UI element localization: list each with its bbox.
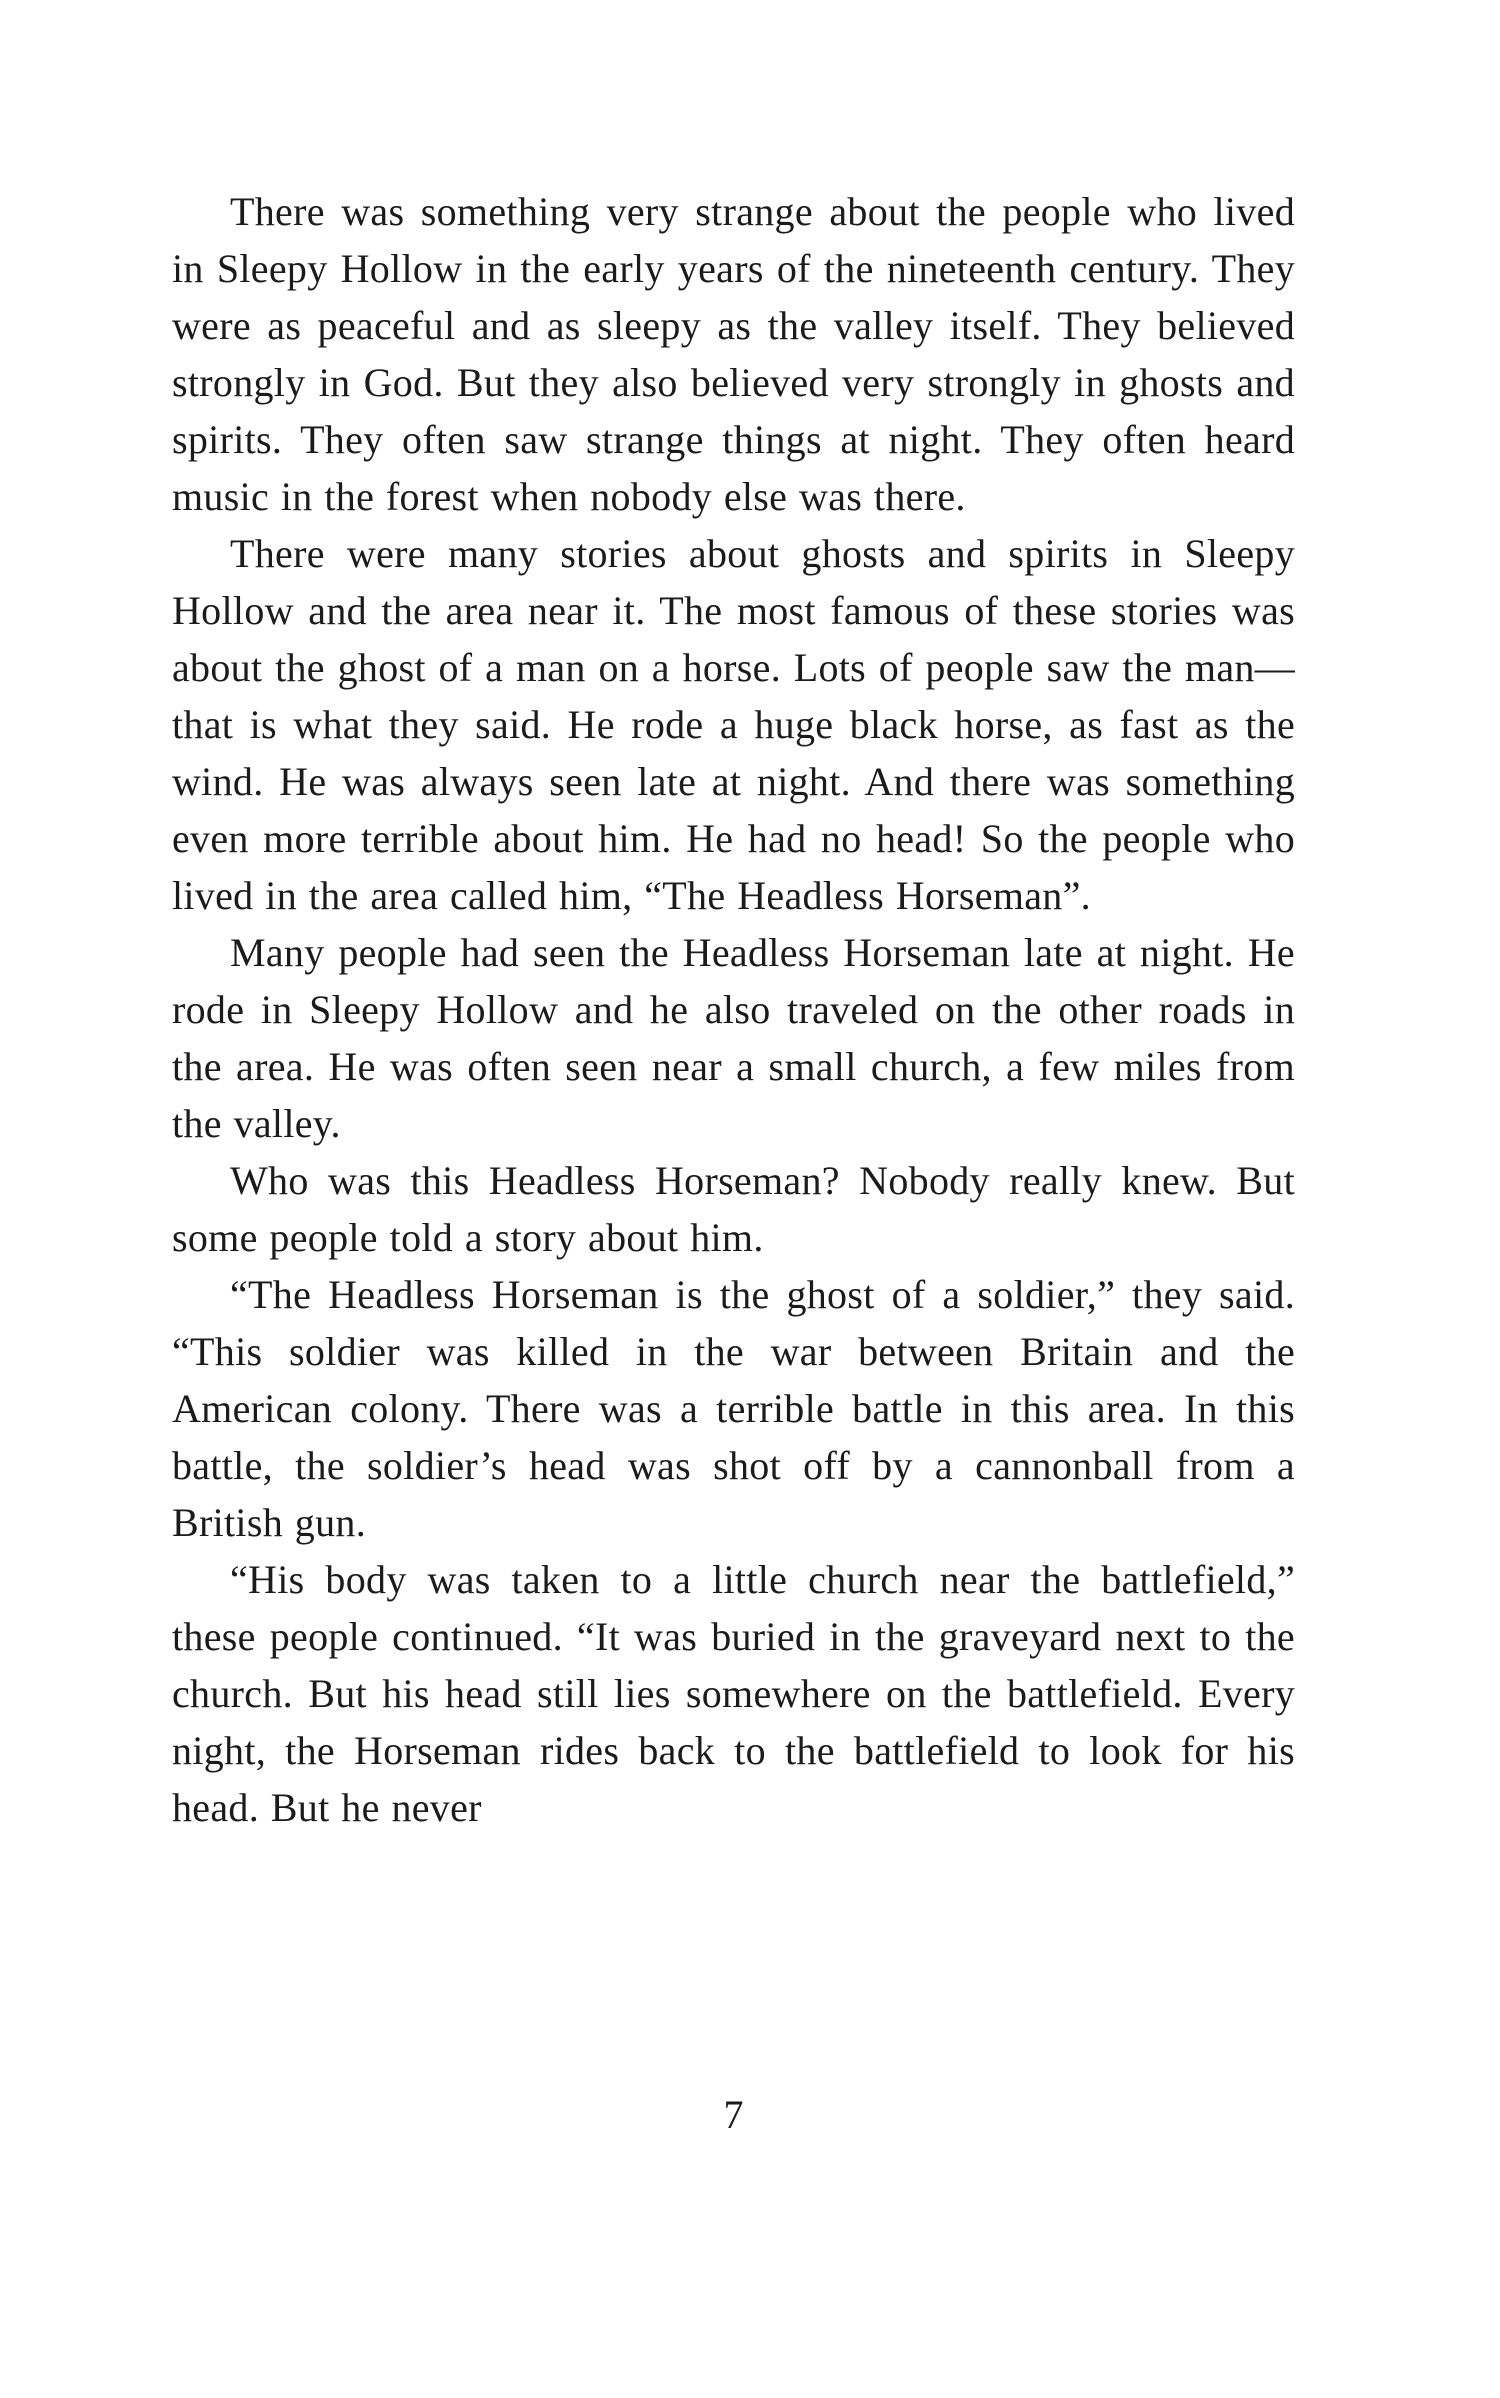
page-text <box>172 183 1295 1836</box>
paragraph-1: There was something very strange about the people who lived in Sleepy Hollow in the early years of the nineteenth century. They were as peaceful and as sleepy as the valley itself. They believed strongly in God. But they also believed very strongly in ghosts and spirits. They often saw strange things at night. They often heard music in the forest when nobody else was there. <box>172 189 1295 519</box>
paragraph-3: Many people had seen the Headless Horseman late at night. He rode in Sleepy Hollow and he also traveled on the other roads in the area. He was often seen near a small church, a few miles from the valley. <box>172 930 1295 1146</box>
paragraph-4: Who was this Headless Horseman? Nobody really knew. But some people told a story about him. <box>172 1158 1295 1260</box>
paragraph-5: “The Headless Horseman is the ghost of a soldier,” they said. “This soldier was killed in the war between Britain and the American colony. There was a terrible battle in this area. In this battle, the soldier’s head was shot off by a cannonball from a British gun. <box>172 1272 1295 1545</box>
page-number: 7 <box>723 2092 744 2137</box>
paragraph-6: “His body was taken to a little church near the battlefield,” these people continued. “It was buried in the graveyard next to the church. But his head still lies somewhere on the battlefield. Every night, the Horseman rides back to the battlefield to look for his head. But he never <box>172 1557 1295 1830</box>
paragraph-2: There were many stories about ghosts and spirits in Sleepy Hollow and the area near it. The most famous of these stories was about the ghost of a man on a horse. Lots of people saw the man—that is what they said. He rode a huge black horse, as fast as the wind. He was always seen late at night. And there was something even more terrible about him. He had no head! So the people who lived in the area called him, “The Headless Horseman”. <box>172 531 1295 918</box>
